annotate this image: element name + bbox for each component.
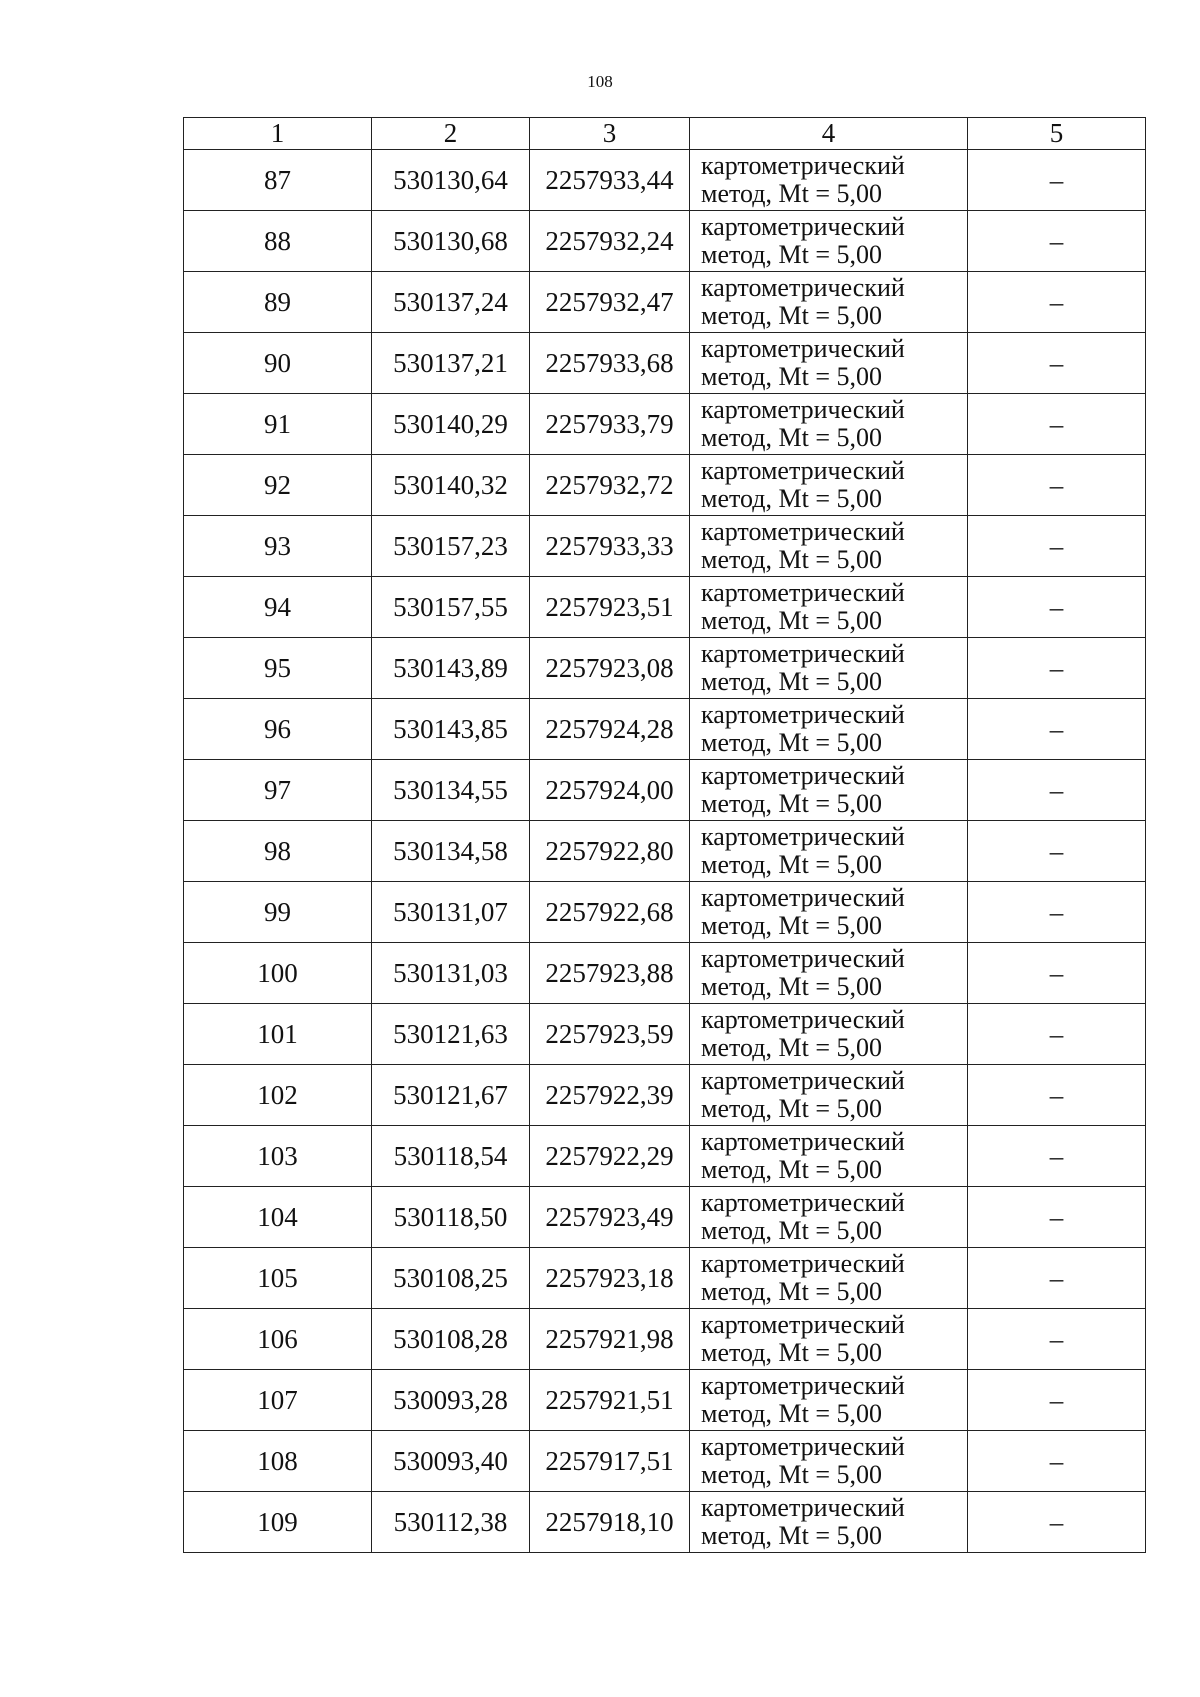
y-coordinate-cell: 2257932,24 — [530, 211, 690, 272]
point-number-cell: 103 — [184, 1126, 372, 1187]
point-number-cell: 106 — [184, 1309, 372, 1370]
table-row — [184, 1309, 1146, 1370]
table-row — [184, 699, 1146, 760]
point-number-cell: 100 — [184, 943, 372, 1004]
x-coordinate-cell: 530131,03 — [372, 943, 530, 1004]
method-line-2: метод, Mt = 5,00 — [701, 972, 882, 1001]
method-cell — [690, 1431, 968, 1492]
y-coordinate-cell: 2257921,51 — [530, 1370, 690, 1431]
x-coordinate-cell: 530118,54 — [372, 1126, 530, 1187]
x-coordinate-cell: 530157,23 — [372, 516, 530, 577]
x-coordinate-cell: 530140,32 — [372, 455, 530, 516]
x-coordinate-cell: 530118,50 — [372, 1187, 530, 1248]
x-coordinate-cell: 530112,38 — [372, 1492, 530, 1553]
note-cell: – — [968, 1492, 1146, 1553]
point-number-cell: 108 — [184, 1431, 372, 1492]
header-row — [184, 118, 1146, 150]
point-number-cell: 87 — [184, 150, 372, 211]
method-line-1: картометрический — [701, 1249, 905, 1278]
point-number-cell: 88 — [184, 211, 372, 272]
method-line-1: картометрический — [701, 1310, 905, 1339]
method-line-2: метод, Mt = 5,00 — [701, 362, 882, 391]
method-cell — [690, 211, 968, 272]
note-cell: – — [968, 1004, 1146, 1065]
method-line-1: картометрический — [701, 883, 905, 912]
table-row — [184, 455, 1146, 516]
point-number-cell: 101 — [184, 1004, 372, 1065]
method-line-1: картометрический — [701, 456, 905, 485]
point-number-cell: 99 — [184, 882, 372, 943]
header-cell-3: 3 — [530, 118, 690, 150]
note-cell: – — [968, 821, 1146, 882]
method-line-1: картометрический — [701, 1005, 905, 1034]
y-coordinate-cell: 2257918,10 — [530, 1492, 690, 1553]
method-cell — [690, 394, 968, 455]
table-row — [184, 821, 1146, 882]
table-row — [184, 882, 1146, 943]
note-cell: – — [968, 333, 1146, 394]
method-line-1: картометрический — [701, 639, 905, 668]
table-row — [184, 333, 1146, 394]
x-coordinate-cell: 530143,89 — [372, 638, 530, 699]
page-number: 108 — [587, 72, 613, 91]
method-cell — [690, 882, 968, 943]
x-coordinate-cell: 530108,25 — [372, 1248, 530, 1309]
method-cell — [690, 272, 968, 333]
header-cell-1: 1 — [184, 118, 372, 150]
method-cell — [690, 760, 968, 821]
method-line-1: картометрический — [701, 395, 905, 424]
note-cell: – — [968, 1187, 1146, 1248]
method-line-1: картометрический — [701, 151, 905, 180]
method-line-2: метод, Mt = 5,00 — [701, 850, 882, 879]
method-line-1: картометрический — [701, 273, 905, 302]
method-line-2: метод, Mt = 5,00 — [701, 545, 882, 574]
method-cell — [690, 1126, 968, 1187]
note-cell: – — [968, 943, 1146, 1004]
x-coordinate-cell: 530140,29 — [372, 394, 530, 455]
method-line-1: картометрический — [701, 822, 905, 851]
method-line-2: метод, Mt = 5,00 — [701, 240, 882, 269]
method-line-1: картометрический — [701, 334, 905, 363]
method-cell — [690, 1187, 968, 1248]
method-cell — [690, 638, 968, 699]
header-cell-4: 4 — [690, 118, 968, 150]
note-cell: – — [968, 1248, 1146, 1309]
y-coordinate-cell: 2257923,08 — [530, 638, 690, 699]
method-line-1: картометрический — [701, 1066, 905, 1095]
method-cell — [690, 455, 968, 516]
table-row — [184, 1431, 1146, 1492]
method-cell — [690, 1065, 968, 1126]
note-cell: – — [968, 1065, 1146, 1126]
method-line-1: картометрический — [701, 212, 905, 241]
table-row — [184, 1370, 1146, 1431]
point-number-cell: 95 — [184, 638, 372, 699]
method-line-2: метод, Mt = 5,00 — [701, 728, 882, 757]
y-coordinate-cell: 2257922,68 — [530, 882, 690, 943]
method-line-1: картометрический — [701, 1127, 905, 1156]
note-cell: – — [968, 1126, 1146, 1187]
table-row — [184, 638, 1146, 699]
method-line-2: метод, Mt = 5,00 — [701, 1521, 882, 1550]
method-cell — [690, 150, 968, 211]
table-row — [184, 211, 1146, 272]
method-line-1: картометрический — [701, 1493, 905, 1522]
table-row — [184, 760, 1146, 821]
y-coordinate-cell: 2257921,98 — [530, 1309, 690, 1370]
method-line-2: метод, Mt = 5,00 — [701, 911, 882, 940]
note-cell: – — [968, 1370, 1146, 1431]
y-coordinate-cell: 2257924,00 — [530, 760, 690, 821]
method-cell — [690, 1309, 968, 1370]
x-coordinate-cell: 530121,67 — [372, 1065, 530, 1126]
point-number-cell: 91 — [184, 394, 372, 455]
x-coordinate-cell: 530134,58 — [372, 821, 530, 882]
method-cell — [690, 821, 968, 882]
x-coordinate-cell: 530143,85 — [372, 699, 530, 760]
note-cell: – — [968, 272, 1146, 333]
x-coordinate-cell: 530157,55 — [372, 577, 530, 638]
y-coordinate-cell: 2257933,33 — [530, 516, 690, 577]
y-coordinate-cell: 2257923,18 — [530, 1248, 690, 1309]
note-cell: – — [968, 150, 1146, 211]
method-line-2: метод, Mt = 5,00 — [701, 1094, 882, 1123]
method-line-2: метод, Mt = 5,00 — [701, 606, 882, 635]
x-coordinate-cell: 530121,63 — [372, 1004, 530, 1065]
point-number-cell: 96 — [184, 699, 372, 760]
x-coordinate-cell: 530108,28 — [372, 1309, 530, 1370]
y-coordinate-cell: 2257922,29 — [530, 1126, 690, 1187]
table-row — [184, 1492, 1146, 1553]
method-line-2: метод, Mt = 5,00 — [701, 179, 882, 208]
note-cell: – — [968, 882, 1146, 943]
table-row — [184, 1004, 1146, 1065]
method-cell — [690, 1370, 968, 1431]
method-cell — [690, 1492, 968, 1553]
y-coordinate-cell: 2257922,80 — [530, 821, 690, 882]
coordinates-table — [183, 117, 1146, 1553]
point-number-cell: 104 — [184, 1187, 372, 1248]
note-cell: – — [968, 699, 1146, 760]
y-coordinate-cell: 2257923,59 — [530, 1004, 690, 1065]
x-coordinate-cell: 530093,40 — [372, 1431, 530, 1492]
method-line-1: картометрический — [701, 1188, 905, 1217]
y-coordinate-cell: 2257933,79 — [530, 394, 690, 455]
method-line-2: метод, Mt = 5,00 — [701, 301, 882, 330]
y-coordinate-cell: 2257917,51 — [530, 1431, 690, 1492]
table-row — [184, 577, 1146, 638]
x-coordinate-cell: 530131,07 — [372, 882, 530, 943]
note-cell: – — [968, 1431, 1146, 1492]
table-row — [184, 272, 1146, 333]
table-row — [184, 1065, 1146, 1126]
method-line-2: метод, Mt = 5,00 — [701, 423, 882, 452]
method-line-2: метод, Mt = 5,00 — [701, 1277, 882, 1306]
table-row — [184, 516, 1146, 577]
point-number-cell: 94 — [184, 577, 372, 638]
header-cell-2: 2 — [372, 118, 530, 150]
note-cell: – — [968, 211, 1146, 272]
note-cell: – — [968, 455, 1146, 516]
point-number-cell: 102 — [184, 1065, 372, 1126]
x-coordinate-cell: 530130,64 — [372, 150, 530, 211]
method-cell — [690, 943, 968, 1004]
x-coordinate-cell: 530130,68 — [372, 211, 530, 272]
y-coordinate-cell: 2257924,28 — [530, 699, 690, 760]
note-cell: – — [968, 638, 1146, 699]
y-coordinate-cell: 2257923,88 — [530, 943, 690, 1004]
y-coordinate-cell: 2257933,68 — [530, 333, 690, 394]
note-cell: – — [968, 577, 1146, 638]
point-number-cell: 97 — [184, 760, 372, 821]
y-coordinate-cell: 2257932,72 — [530, 455, 690, 516]
point-number-cell: 105 — [184, 1248, 372, 1309]
method-line-1: картометрический — [701, 944, 905, 973]
point-number-cell: 109 — [184, 1492, 372, 1553]
method-line-2: метод, Mt = 5,00 — [701, 1033, 882, 1062]
table-row — [184, 394, 1146, 455]
method-line-1: картометрический — [701, 578, 905, 607]
method-line-2: метод, Mt = 5,00 — [701, 789, 882, 818]
point-number-cell: 107 — [184, 1370, 372, 1431]
point-number-cell: 98 — [184, 821, 372, 882]
method-line-1: картометрический — [701, 1432, 905, 1461]
method-line-1: картометрический — [701, 1371, 905, 1400]
method-line-2: метод, Mt = 5,00 — [701, 484, 882, 513]
y-coordinate-cell: 2257933,44 — [530, 150, 690, 211]
method-line-2: метод, Mt = 5,00 — [701, 1338, 882, 1367]
point-number-cell: 93 — [184, 516, 372, 577]
table-row — [184, 1248, 1146, 1309]
x-coordinate-cell: 530134,55 — [372, 760, 530, 821]
table-row — [184, 1187, 1146, 1248]
table-row — [184, 943, 1146, 1004]
table-row — [184, 1126, 1146, 1187]
method-cell — [690, 333, 968, 394]
method-line-1: картометрический — [701, 700, 905, 729]
note-cell: – — [968, 516, 1146, 577]
y-coordinate-cell: 2257922,39 — [530, 1065, 690, 1126]
method-cell — [690, 516, 968, 577]
table-header — [184, 118, 1146, 150]
method-line-1: картометрический — [701, 517, 905, 546]
method-cell — [690, 1248, 968, 1309]
method-line-2: метод, Mt = 5,00 — [701, 667, 882, 696]
x-coordinate-cell: 530093,28 — [372, 1370, 530, 1431]
table-body — [184, 150, 1146, 1553]
method-cell — [690, 577, 968, 638]
method-line-1: картометрический — [701, 761, 905, 790]
y-coordinate-cell: 2257923,51 — [530, 577, 690, 638]
table-row — [184, 150, 1146, 211]
x-coordinate-cell: 530137,24 — [372, 272, 530, 333]
header-cell-5: 5 — [968, 118, 1146, 150]
method-line-2: метод, Mt = 5,00 — [701, 1399, 882, 1428]
method-line-2: метод, Mt = 5,00 — [701, 1216, 882, 1245]
x-coordinate-cell: 530137,21 — [372, 333, 530, 394]
y-coordinate-cell: 2257932,47 — [530, 272, 690, 333]
y-coordinate-cell: 2257923,49 — [530, 1187, 690, 1248]
note-cell: – — [968, 394, 1146, 455]
method-line-2: метод, Mt = 5,00 — [701, 1155, 882, 1184]
point-number-cell: 90 — [184, 333, 372, 394]
point-number-cell: 89 — [184, 272, 372, 333]
note-cell: – — [968, 760, 1146, 821]
method-cell — [690, 699, 968, 760]
method-line-2: метод, Mt = 5,00 — [701, 1460, 882, 1489]
note-cell: – — [968, 1309, 1146, 1370]
method-cell — [690, 1004, 968, 1065]
point-number-cell: 92 — [184, 455, 372, 516]
